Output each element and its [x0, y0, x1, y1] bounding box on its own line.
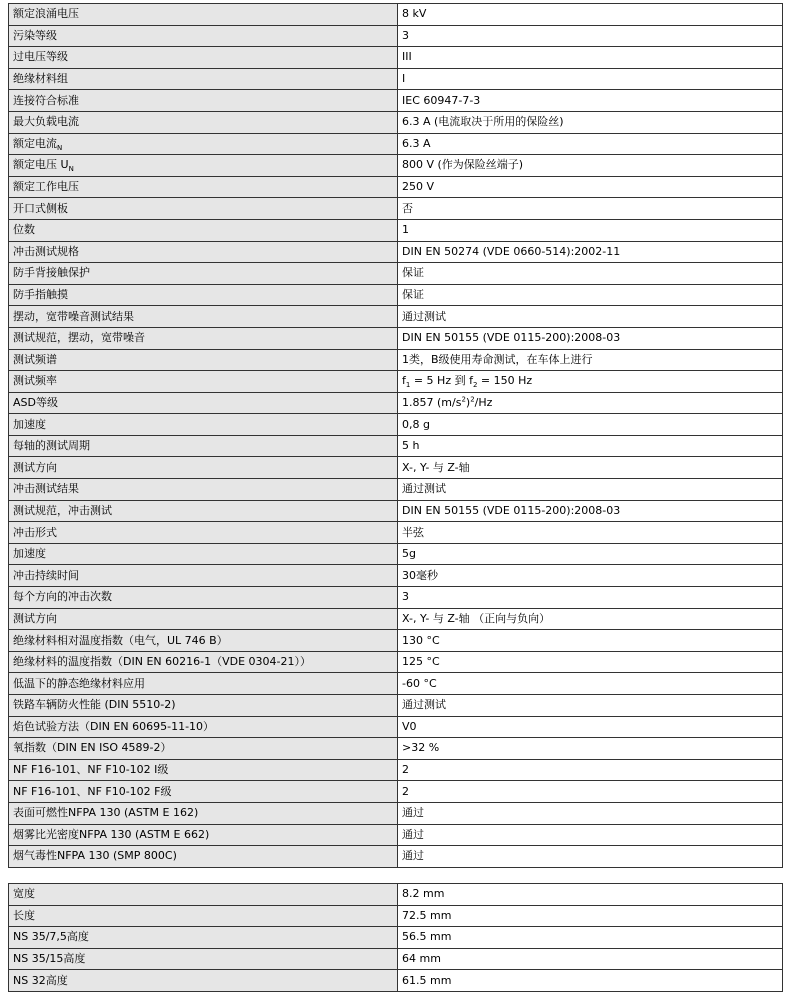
spec-row	[9, 738, 783, 760]
spec-value: 8.2 mm	[398, 884, 783, 906]
spec-label: 防手指触摸	[9, 284, 398, 306]
spec-row	[9, 651, 783, 673]
spec-value: I	[398, 68, 783, 90]
spec-label: 额定工作电压	[9, 176, 398, 198]
spec-value: DIN EN 50274 (VDE 0660-514):2002-11	[398, 241, 783, 263]
spec-label: NS 35/7,5高度	[9, 927, 398, 949]
spec-value: 通过	[398, 802, 783, 824]
spec-row	[9, 306, 783, 328]
spec-value: 否	[398, 198, 783, 220]
spec-label: 连接符合标准	[9, 90, 398, 112]
spec-row	[9, 630, 783, 652]
spec-row	[9, 846, 783, 868]
spec-label: 测试频谱	[9, 349, 398, 371]
spec-label: 位数	[9, 219, 398, 241]
spec-value: 保证	[398, 284, 783, 306]
spec-label: 铁路车辆防火性能 (DIN 5510-2)	[9, 695, 398, 717]
spec-row	[9, 695, 783, 717]
spec-value: 2	[398, 759, 783, 781]
spec-value: 半弦	[398, 522, 783, 544]
spec-value: 61.5 mm	[398, 970, 783, 992]
spec-row	[9, 435, 783, 457]
spec-row	[9, 90, 783, 112]
spec-row	[9, 414, 783, 436]
spec-label: 加速度	[9, 543, 398, 565]
spec-row	[9, 884, 783, 906]
spec-value: 1	[398, 219, 783, 241]
spec-row	[9, 349, 783, 371]
spec-label: 冲击测试规格	[9, 241, 398, 263]
spec-row	[9, 587, 783, 609]
spec-label: 每轴的测试周期	[9, 435, 398, 457]
spec-row	[9, 111, 783, 133]
spec-label: 冲击形式	[9, 522, 398, 544]
spec-row	[9, 198, 783, 220]
spec-value: 56.5 mm	[398, 927, 783, 949]
spec-row	[9, 565, 783, 587]
spec-value: 通过	[398, 846, 783, 868]
spec-value: 通过测试	[398, 306, 783, 328]
spec-label: 最大负载电流	[9, 111, 398, 133]
spec-label: 烟雾比光密度NFPA 130 (ASTM E 662)	[9, 824, 398, 846]
spec-value: 800 V (作为保险丝端子)	[398, 155, 783, 177]
spec-value: 5 h	[398, 435, 783, 457]
spec-value: 3	[398, 587, 783, 609]
spec-label: 表面可燃性NFPA 130 (ASTM E 162)	[9, 802, 398, 824]
spec-label: 烟气毒性NFPA 130 (SMP 800C)	[9, 846, 398, 868]
spec-value: 30毫秒	[398, 565, 783, 587]
spec-row	[9, 284, 783, 306]
spec-value: 130 °C	[398, 630, 783, 652]
spec-label: NF F16-101、NF F10-102 I级	[9, 759, 398, 781]
spec-label: 测试方向	[9, 608, 398, 630]
spec-row	[9, 25, 783, 47]
spec-value: III	[398, 47, 783, 69]
spec-row	[9, 47, 783, 69]
spec-row	[9, 759, 783, 781]
spec-value: 5g	[398, 543, 783, 565]
spec-label: NF F16-101、NF F10-102 F级	[9, 781, 398, 803]
spec-label: 焰色试验方法（DIN EN 60695-11-10）	[9, 716, 398, 738]
spec-row	[9, 4, 783, 26]
spec-label: 绝缘材料组	[9, 68, 398, 90]
spec-row	[9, 608, 783, 630]
spec-value: 通过	[398, 824, 783, 846]
spec-value: 3	[398, 25, 783, 47]
spec-row	[9, 970, 783, 992]
spec-value: 125 °C	[398, 651, 783, 673]
spec-value: 0,8 g	[398, 414, 783, 436]
spec-row	[9, 68, 783, 90]
spec-row	[9, 824, 783, 846]
spec-row	[9, 133, 783, 155]
spec-row	[9, 327, 783, 349]
spec-row	[9, 927, 783, 949]
spec-value: X-, Y- 与 Z-轴	[398, 457, 783, 479]
spec-label: 额定电压 $U_N$	[9, 155, 398, 177]
spec-value: $f_1 = 5$ Hz 到 $f_2 = 150$ Hz	[398, 371, 783, 393]
spec-row	[9, 457, 783, 479]
spec-label: 额定电流$_N$	[9, 133, 398, 155]
spec-row	[9, 673, 783, 695]
spec-row	[9, 905, 783, 927]
spec-value: 64 mm	[398, 948, 783, 970]
spec-label: 氧指数（DIN EN ISO 4589-2）	[9, 738, 398, 760]
spec-label: 绝缘材料的温度指数（DIN EN 60216-1（VDE 0304-21））	[9, 651, 398, 673]
spec-label: 污染等级	[9, 25, 398, 47]
spec-row	[9, 176, 783, 198]
spec-label: 测试规范，冲击测试	[9, 500, 398, 522]
spec-value: V0	[398, 716, 783, 738]
spec-value: 6.3 A (电流取决于所用的保险丝)	[398, 111, 783, 133]
spec-label: 冲击持续时间	[9, 565, 398, 587]
spec-label: ASD等级	[9, 392, 398, 414]
spec-row	[9, 802, 783, 824]
spec-value: DIN EN 50155 (VDE 0115-200):2008-03	[398, 327, 783, 349]
spec-row	[9, 392, 783, 414]
spec-label: 宽度	[9, 884, 398, 906]
spec-value: 250 V	[398, 176, 783, 198]
spec-label: NS 32高度	[9, 970, 398, 992]
spec-label: 冲击测试结果	[9, 479, 398, 501]
spec-row	[9, 479, 783, 501]
spec-label: 长度	[9, 905, 398, 927]
spec-label: 摆动，宽带噪音测试结果	[9, 306, 398, 328]
spec-label: 测试规范，摆动，宽带噪音	[9, 327, 398, 349]
spec-value: 1.857 $(m/s^2)^2/Hz$	[398, 392, 783, 414]
spec-label: 防手背接触保护	[9, 263, 398, 285]
spec-value: 2	[398, 781, 783, 803]
spec-value: 1类，B级使用寿命测试，在车体上进行	[398, 349, 783, 371]
spec-label: 加速度	[9, 414, 398, 436]
spec-label: 测试方向	[9, 457, 398, 479]
spec-table-dimensions	[8, 883, 783, 992]
spec-label: 低温下的静态绝缘材料应用	[9, 673, 398, 695]
spec-label: 额定浪涌电压	[9, 4, 398, 26]
spec-value: 6.3 A	[398, 133, 783, 155]
spec-label: 每个方向的冲击次数	[9, 587, 398, 609]
spec-value: >32 %	[398, 738, 783, 760]
spec-value: -60 °C	[398, 673, 783, 695]
spec-row	[9, 522, 783, 544]
spec-value: 8 kV	[398, 4, 783, 26]
spec-row	[9, 219, 783, 241]
spec-row	[9, 948, 783, 970]
spec-label: NS 35/15高度	[9, 948, 398, 970]
spec-label: 过电压等级	[9, 47, 398, 69]
spec-row	[9, 781, 783, 803]
spec-value: DIN EN 50155 (VDE 0115-200):2008-03	[398, 500, 783, 522]
spec-value: 通过测试	[398, 695, 783, 717]
spec-row	[9, 155, 783, 177]
spec-row	[9, 500, 783, 522]
spec-row	[9, 241, 783, 263]
spec-row	[9, 371, 783, 393]
spec-value: 保证	[398, 263, 783, 285]
spec-label: 绝缘材料相对温度指数（电气，UL 746 B）	[9, 630, 398, 652]
spec-label: 测试频率	[9, 371, 398, 393]
spec-row	[9, 263, 783, 285]
spec-label: 开口式侧板	[9, 198, 398, 220]
spec-row	[9, 716, 783, 738]
spec-value: 72.5 mm	[398, 905, 783, 927]
spec-row	[9, 543, 783, 565]
spec-value: X-, Y- 与 Z-轴 （正向与负向）	[398, 608, 783, 630]
spec-table-technical	[8, 3, 783, 868]
spec-value: 通过测试	[398, 479, 783, 501]
spec-value: IEC 60947-7-3	[398, 90, 783, 112]
